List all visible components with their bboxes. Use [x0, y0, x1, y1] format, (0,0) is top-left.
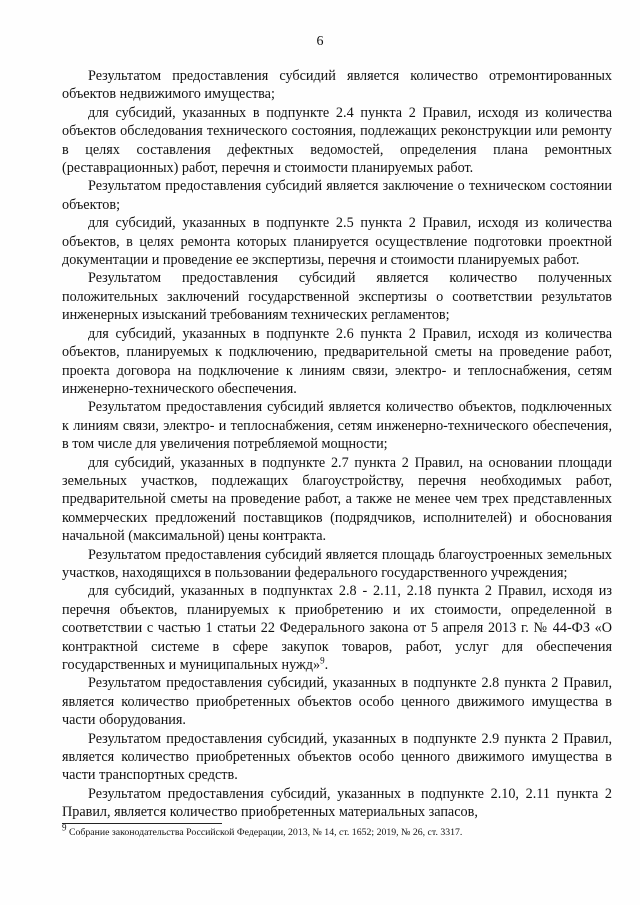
paragraph: для субсидий, указанных в подпункте 2.6 пункта 2 Правил, исходя из количества объектов, планируемых к подключению, предварительной сметы на проведение работ, проекта договора на подключение к линиям связи, электро- и теплоснабжения, сетям инженерно-технического обеспечения. — [62, 325, 612, 397]
footnote-reference[interactable]: 9 — [320, 655, 325, 666]
footnote-divider — [62, 823, 222, 824]
footnote — [62, 822, 612, 839]
paragraph: для субсидий, указанных в подпункте 2.5 пункта 2 Правил, исходя из количества объектов, в целях ремонта которых планируется осуществление подготовки проектной документации и проведение ее экспертизы, перечня и стоимости планируемых работ. — [62, 215, 612, 269]
paragraph-with-footnote: для субсидий, указанных в подпунктах 2.8 - 2.11, 2.18 пункта 2 Правил, исходя из перечня объектов, планируемых к приобретению и их стоимости, определенной в соответствии с частью 1 статьи 22 Федерального закона от 5 апреля 2013 г. № 44-ФЗ «О контрактной системе в сфере закупок товаров, работ, услуг для обеспечения государственных и муниципальных нужд»$^9$. — [62, 583, 612, 673]
paragraph: Результатом предоставления субсидий является заключение о техническом состоянии объектов; — [62, 178, 612, 213]
paragraph: Результатом предоставления субсидий является количество полученных положительных заключений государственной экспертизы о соответствии результатов инженерных изысканий требованиям технических регламентов; — [62, 270, 612, 324]
paragraph: Результатом предоставления субсидий является площадь благоустроенных земельных участков, находящихся в пользовании федерального государственного учреждения; — [62, 546, 612, 581]
paragraph-text: для субсидий, указанных в подпунктах 2.8 - 2.11, 2.18 пункта 2 Правил, исходя из перечня объектов, планируемых к приобретению и их стоимости, определенной в соответствии с частью 1 статьи 22 Федерального закона от 5 апреля 2013 г. № 44-ФЗ «О контрактной системе в сфере закупок товаров, работ, услуг для обеспечения государственных и муниципальных нужд» — [62, 583, 612, 673]
paragraph: Результатом предоставления субсидий, указанных в подпункте 2.8 пункта 2 Правил, является количество приобретенных объектов особо ценного движимого имущества в части оборудования. — [62, 675, 612, 729]
paragraph: Результатом предоставления субсидий, указанных в подпункте 2.10, 2.11 пункта 2 Правил, является количество приобретенных материальных запасов, — [62, 785, 612, 821]
footnote-marker: 9 — [62, 822, 67, 833]
paragraph: Результатом предоставления субсидий, указанных в подпункте 2.9 пункта 2 Правил, является количество приобретенных объектов особо ценного движимого имущества в части транспортных средств. — [62, 730, 612, 784]
document-body — [62, 67, 612, 822]
paragraph: для субсидий, указанных в подпункте 2.4 пункта 2 Правил, исходя из количества объектов обследования технического состояния, подлежащих реконструкции или ремонту в целях составления дефектных ведомостей, определения плана ремонтных (реставрационных) работ, перечня и стоимости планируемых работ. — [62, 104, 612, 177]
paragraph: Результатом предоставления субсидий является количество отремонтированных объектов недвижимого имущества; — [62, 68, 612, 103]
paragraph: Результатом предоставления субсидий является количество объектов, подключенных к линиям связи, электро- и теплоснабжения, сетям инженерно-технического обеспечения, в том числе для увеличения потребляемой мощности; — [62, 399, 612, 453]
footnote-text: Собрание законодательства Российской Федерации, 2013, № 14, ст. 1652; 2019, № 26, ст. 3317. — [68, 827, 463, 838]
paragraph: для субсидий, указанных в подпункте 2.7 пункта 2 Правил, на основании площади земельных участков, подлежащих благоустройству, перечня необходимых работ, предварительной сметы на проведение работ, а также не менее чем трех представленных коммерческих предложений поставщиков (подрядчиков, исполнителей) и обоснования начальной (максимальной) цены контракта. — [62, 454, 612, 545]
page-number: 6 — [316, 34, 324, 49]
